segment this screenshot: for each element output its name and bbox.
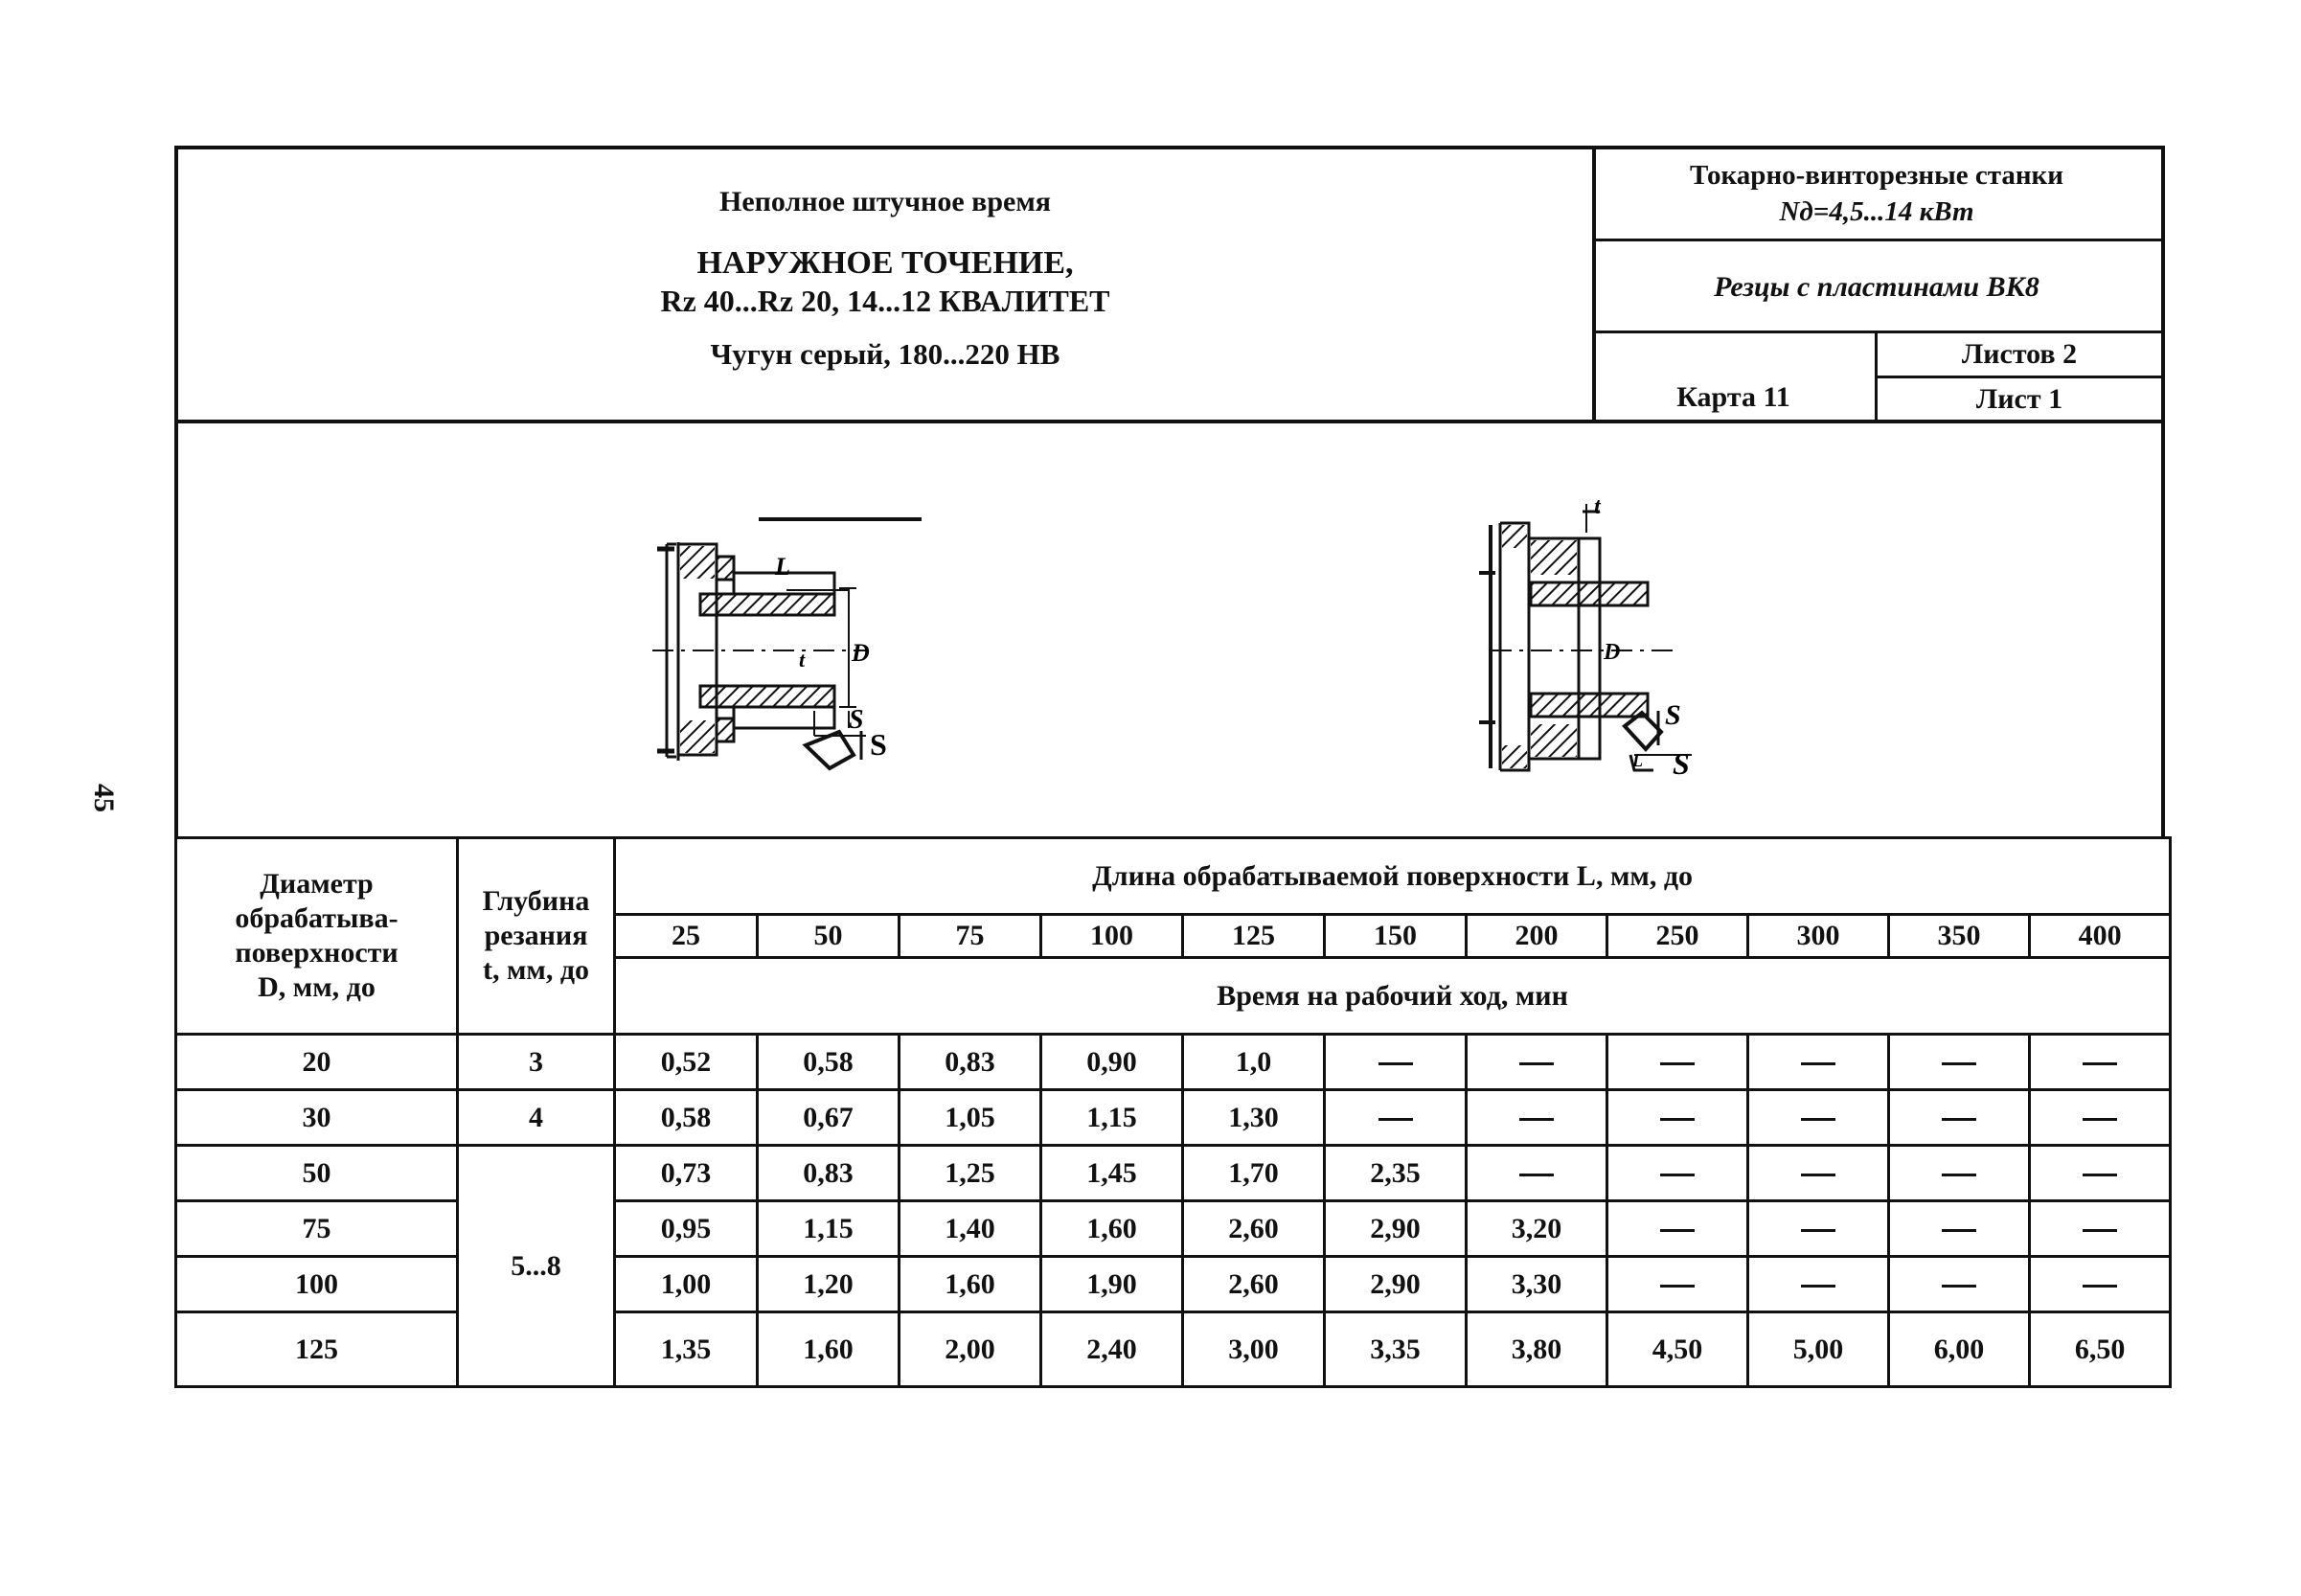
dash-mark xyxy=(1519,1062,1554,1065)
time-cell: 1,00 xyxy=(615,1257,758,1312)
diameter-cell: 100 xyxy=(176,1257,458,1312)
length-header-cell: 125 xyxy=(1183,915,1325,958)
time-cell xyxy=(1748,1035,1889,1090)
time-cell xyxy=(1748,1146,1889,1201)
time-cell: 1,05 xyxy=(900,1090,1041,1146)
dash-mark xyxy=(1378,1118,1413,1121)
length-header-cell: 350 xyxy=(1889,915,2030,958)
header-depth-line: Глубина xyxy=(482,885,590,917)
depth-cell: 3 xyxy=(458,1035,615,1090)
time-cell xyxy=(1748,1257,1889,1312)
left-diameter-label: D xyxy=(852,639,870,667)
dash-mark xyxy=(1660,1285,1695,1288)
dash-mark xyxy=(1801,1174,1835,1176)
machine-type: Токарно-винторезные станки xyxy=(1690,160,2063,191)
diameter-cell: 20 xyxy=(176,1035,458,1090)
time-cell: 1,0 xyxy=(1183,1035,1325,1090)
time-cell: 2,00 xyxy=(900,1312,1041,1387)
length-header-cell: 25 xyxy=(615,915,758,958)
machine-power: Nд=4,5...14 кВт xyxy=(1779,196,1974,227)
time-cell xyxy=(1607,1257,1748,1312)
time-cell xyxy=(1607,1035,1748,1090)
left-depth-label: t xyxy=(799,648,806,672)
machining-time-table xyxy=(174,836,2172,1388)
time-cell xyxy=(1467,1090,1607,1146)
dash-mark xyxy=(2083,1174,2117,1176)
time-cell: 0,95 xyxy=(615,1201,758,1257)
length-header-cell: 50 xyxy=(758,915,900,958)
time-cell: 3,35 xyxy=(1325,1312,1467,1387)
machining-sketches xyxy=(178,420,2161,838)
time-cell: 0,52 xyxy=(615,1035,758,1090)
time-cell: 0,83 xyxy=(900,1035,1041,1090)
time-cell: 0,58 xyxy=(615,1090,758,1146)
time-cell xyxy=(2030,1146,2171,1201)
time-cell: 1,40 xyxy=(900,1201,1041,1257)
table-row xyxy=(176,1090,2171,1146)
dash-mark xyxy=(1942,1174,1976,1176)
header-depth-line: резания xyxy=(484,920,588,951)
dash-mark xyxy=(1801,1285,1835,1288)
time-cell xyxy=(1748,1201,1889,1257)
header-depth xyxy=(458,838,615,1035)
time-cell: 1,15 xyxy=(758,1201,900,1257)
diameter-cell: 30 xyxy=(176,1090,458,1146)
diameter-cell: 75 xyxy=(176,1201,458,1257)
time-cell: 2,35 xyxy=(1325,1146,1467,1201)
time-cell: 3,00 xyxy=(1183,1312,1325,1387)
right-sketch xyxy=(1479,504,1692,770)
time-cell xyxy=(1889,1146,2030,1201)
time-cell: 5,00 xyxy=(1748,1312,1889,1387)
left-length-label: L xyxy=(775,553,790,581)
right-feed-label-1: S xyxy=(1665,699,1681,731)
time-cell xyxy=(1467,1146,1607,1201)
dash-mark xyxy=(1378,1062,1413,1065)
time-cell: 2,60 xyxy=(1183,1257,1325,1312)
dash-mark xyxy=(1942,1285,1976,1288)
header-time: Время на рабочий ход, мин xyxy=(615,958,2171,1035)
time-cell: 1,35 xyxy=(615,1312,758,1387)
length-header-cell: 100 xyxy=(1041,915,1183,958)
tool-type: Резцы с пластинами ВК8 xyxy=(1592,241,2161,333)
dash-mark xyxy=(2083,1285,2117,1288)
length-header-cell: 400 xyxy=(2030,915,2171,958)
time-cell: 3,20 xyxy=(1467,1201,1607,1257)
time-cell: 1,60 xyxy=(900,1257,1041,1312)
dash-mark xyxy=(1942,1118,1976,1121)
left-feed-label-2: S xyxy=(870,727,887,762)
header-title-block xyxy=(178,149,1596,420)
sheets-total: Листов 2 xyxy=(1878,333,2161,378)
dash-mark xyxy=(1660,1062,1695,1065)
header-depth-line: t, мм, до xyxy=(482,954,590,986)
depth-cell: 4 xyxy=(458,1090,615,1146)
time-cell: 4,50 xyxy=(1607,1312,1748,1387)
header-diameter-line: D, мм, до xyxy=(258,971,376,1003)
time-cell: 3,80 xyxy=(1467,1312,1607,1387)
dash-mark xyxy=(1660,1229,1695,1232)
time-cell xyxy=(1889,1035,2030,1090)
time-cell xyxy=(1748,1090,1889,1146)
time-cell: 1,90 xyxy=(1041,1257,1183,1312)
length-header-cell: 250 xyxy=(1607,915,1748,958)
time-cell xyxy=(1325,1090,1467,1146)
dash-mark xyxy=(2083,1062,2117,1065)
time-cell xyxy=(1607,1146,1748,1201)
dash-mark xyxy=(1801,1118,1835,1121)
time-cell: 0,67 xyxy=(758,1090,900,1146)
right-diameter-label: D xyxy=(1604,640,1621,665)
time-cell xyxy=(1467,1035,1607,1090)
dash-mark xyxy=(1942,1062,1976,1065)
time-cell: 0,73 xyxy=(615,1146,758,1201)
time-cell: 0,90 xyxy=(1041,1035,1183,1090)
time-cell xyxy=(1607,1090,1748,1146)
time-cell: 1,45 xyxy=(1041,1146,1183,1201)
header-diameter-line: поверхности xyxy=(235,937,399,969)
time-cell xyxy=(2030,1090,2171,1146)
time-cell: 1,25 xyxy=(900,1146,1041,1201)
right-length-label: L xyxy=(1632,751,1643,770)
dash-mark xyxy=(1519,1118,1554,1121)
time-cell xyxy=(1607,1201,1748,1257)
dash-mark xyxy=(1942,1229,1976,1232)
time-cell: 2,90 xyxy=(1325,1201,1467,1257)
header-title-line2: Rz 40...Rz 20, 14...12 КВАЛИТЕТ xyxy=(660,284,1110,318)
document-header xyxy=(174,146,2165,423)
dash-mark xyxy=(1660,1118,1695,1121)
time-cell: 1,60 xyxy=(758,1312,900,1387)
header-diameter-line: обрабатыва- xyxy=(235,902,399,934)
time-cell xyxy=(1889,1201,2030,1257)
time-cell xyxy=(1889,1090,2030,1146)
card-number: Карта 11 xyxy=(1592,333,1878,423)
dash-mark xyxy=(2083,1229,2117,1232)
sheet-number: Лист 1 xyxy=(1975,383,2063,415)
depth-cell: 5...8 xyxy=(458,1146,615,1387)
time-cell: 3,30 xyxy=(1467,1257,1607,1312)
dash-mark xyxy=(1519,1174,1554,1176)
right-depth-label: t xyxy=(1594,494,1601,519)
time-cell: 2,40 xyxy=(1041,1312,1183,1387)
length-header-cell: 75 xyxy=(900,915,1041,958)
right-feed-label-2: S xyxy=(1673,746,1690,781)
time-cell: 2,60 xyxy=(1183,1201,1325,1257)
time-cell xyxy=(1889,1257,2030,1312)
diameter-cell: 50 xyxy=(176,1146,458,1201)
time-cell: 1,60 xyxy=(1041,1201,1183,1257)
dash-mark xyxy=(1660,1174,1695,1176)
time-cell xyxy=(2030,1257,2171,1312)
diameter-cell: 125 xyxy=(176,1312,458,1387)
time-cell: 1,70 xyxy=(1183,1146,1325,1201)
machine-type-cell xyxy=(1592,149,2161,241)
time-cell xyxy=(1325,1035,1467,1090)
sketch-area xyxy=(174,420,2165,838)
time-cell: 6,00 xyxy=(1889,1312,2030,1387)
time-cell: 1,20 xyxy=(758,1257,900,1312)
time-cell xyxy=(2030,1035,2171,1090)
dash-mark xyxy=(1801,1062,1835,1065)
time-cell: 0,83 xyxy=(758,1146,900,1201)
length-header-cell: 300 xyxy=(1748,915,1889,958)
time-cell: 6,50 xyxy=(2030,1312,2171,1387)
dash-mark xyxy=(1801,1229,1835,1232)
length-header-cell: 200 xyxy=(1467,915,1607,958)
time-cell xyxy=(2030,1201,2171,1257)
dash-mark xyxy=(2083,1118,2117,1121)
table-row xyxy=(176,1035,2171,1090)
header-title-line1: НАРУЖНОЕ ТОЧЕНИЕ, xyxy=(696,245,1074,281)
time-cell: 0,58 xyxy=(758,1035,900,1090)
time-cell: 2,90 xyxy=(1325,1257,1467,1312)
left-feed-label-1: S xyxy=(849,705,864,735)
header-material: Чугун серый, 180...220 НВ xyxy=(710,337,1060,371)
header-diameter xyxy=(176,838,458,1035)
time-cell: 1,15 xyxy=(1041,1090,1183,1146)
time-cell: 1,30 xyxy=(1183,1090,1325,1146)
table-body xyxy=(176,1035,2171,1387)
header-diameter-line: Диаметр xyxy=(260,868,374,900)
header-info-block xyxy=(1592,149,2161,420)
table-row xyxy=(176,1146,2171,1201)
page-number: 45 xyxy=(88,784,120,812)
header-subtitle: Неполное штучное время xyxy=(718,186,1052,217)
header-length: Длина обрабатываемой поверхности L, мм, до xyxy=(615,838,2171,915)
length-header-cell: 150 xyxy=(1325,915,1467,958)
